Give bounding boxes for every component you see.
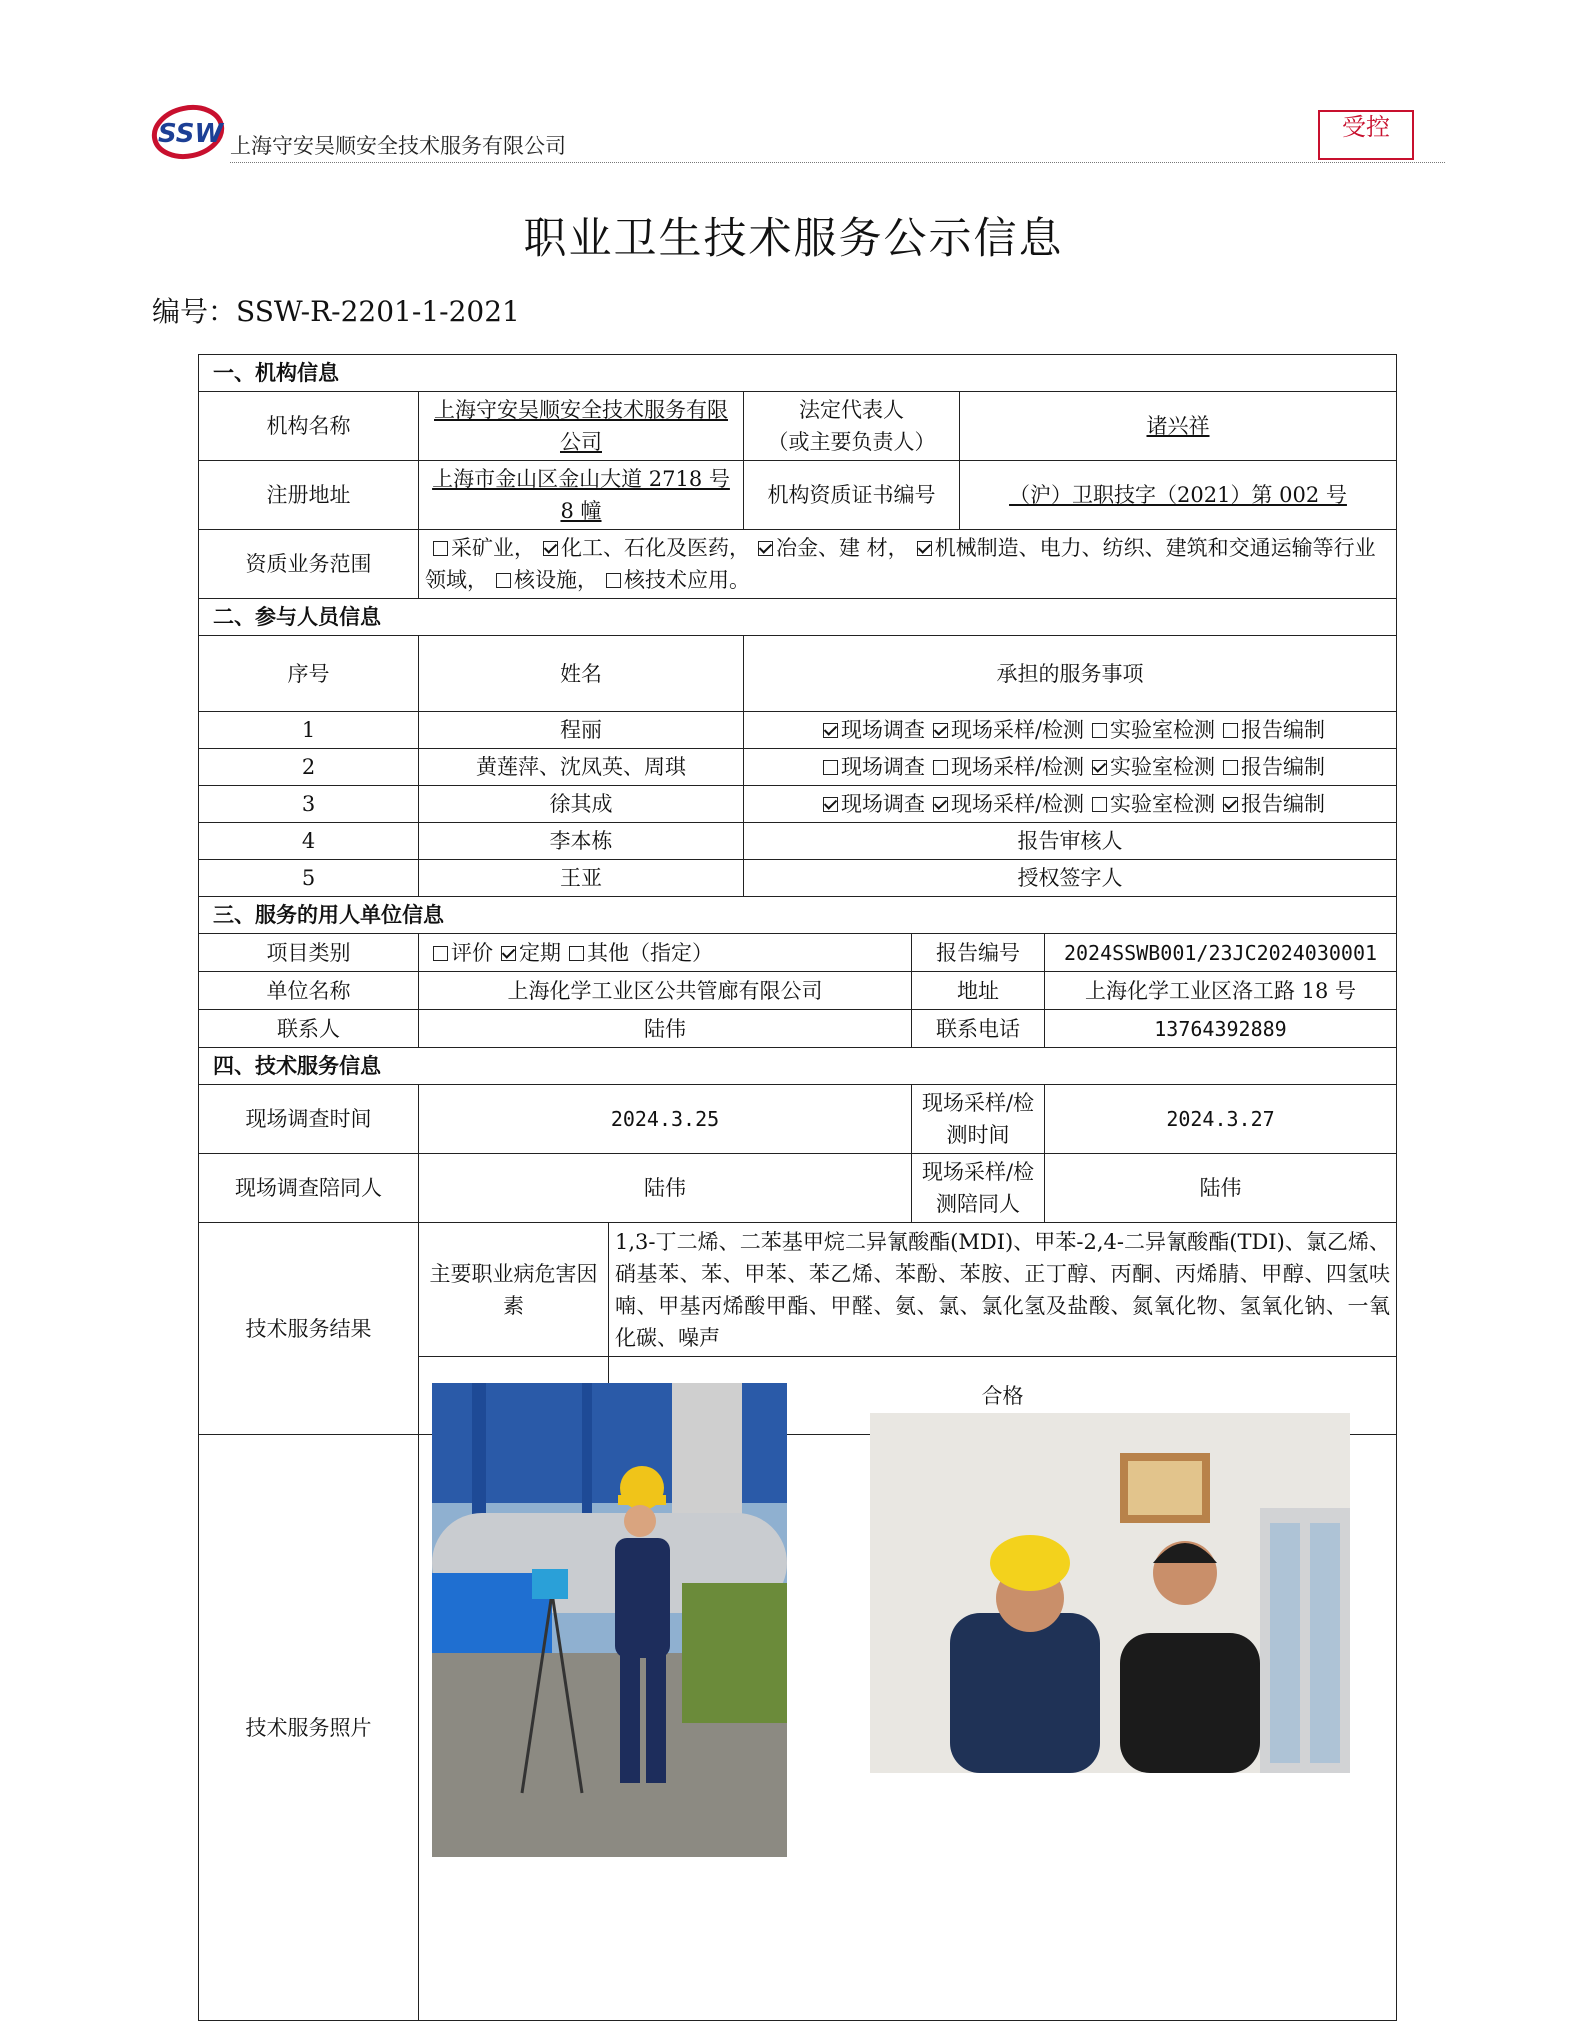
checked-box-icon	[758, 541, 773, 556]
row-number: 4	[199, 823, 419, 860]
org-name: 上海守安吴顺安全技术服务有限公司	[419, 392, 744, 461]
header-divider	[230, 162, 1445, 163]
unchecked-box-icon	[606, 573, 621, 588]
task-label: 现场调查	[840, 792, 925, 816]
person-name: 程丽	[419, 712, 744, 749]
rep-label: 法定代表人 （或主要负责人）	[744, 392, 960, 461]
company-name: 上海守安吴顺安全技术服务有限公司	[230, 134, 566, 158]
section-service: 四、技术服务信息	[199, 1048, 1397, 1085]
page-header	[150, 98, 1445, 164]
task-label: 报告编制	[1241, 718, 1326, 742]
checked-box-icon	[501, 946, 516, 961]
unit-name: 上海化学工业区公共管廊有限公司	[419, 972, 912, 1010]
contact-name: 陆伟	[419, 1010, 912, 1048]
survey-time: 2024.3.25	[419, 1085, 912, 1154]
scope-item: 采矿业，	[451, 536, 535, 560]
section-client: 三、服务的用人单位信息	[199, 897, 1397, 934]
unchecked-box-icon	[1223, 723, 1238, 738]
scope-item: 核技术应用。	[624, 568, 750, 592]
checked-box-icon	[917, 541, 932, 556]
document-number: 编号：SSW-R-2201-1-2021	[152, 295, 520, 328]
unchecked-box-icon	[433, 946, 448, 961]
sample-escort-label: 现场采样/检测陪同人	[912, 1154, 1045, 1223]
project-type	[419, 934, 912, 972]
unchecked-box-icon	[1092, 797, 1107, 812]
personnel-row	[199, 749, 1397, 786]
sampling-photo	[432, 1383, 787, 1857]
checked-box-icon	[823, 797, 838, 812]
detect-result: 合格	[609, 1357, 1397, 1435]
contact-label: 联系人	[199, 1010, 419, 1048]
controlled-stamp: 受控	[1318, 110, 1414, 160]
cert-label: 机构资质证书编号	[744, 461, 960, 530]
type-option: 定期	[519, 940, 561, 965]
checked-box-icon	[1223, 797, 1238, 812]
cert-number: （沪）卫职技字（2021）第 002 号	[960, 461, 1397, 530]
task-label: 实验室检测	[1110, 792, 1216, 816]
row-number: 3	[199, 786, 419, 823]
person-name: 王亚	[419, 860, 744, 897]
person-name: 徐其成	[419, 786, 744, 823]
scope-item: 化工、石化及医药，	[561, 536, 750, 560]
task-label: 现场调查	[840, 718, 925, 742]
report-label: 报告编号	[912, 934, 1045, 972]
address-label: 注册地址	[199, 461, 419, 530]
svg-text:SSW: SSW	[158, 119, 224, 149]
person-name: 李本栋	[419, 823, 744, 860]
scope-item: 核设施，	[514, 568, 598, 592]
checked-box-icon	[823, 723, 838, 738]
scope-label: 资质业务范围	[199, 530, 419, 599]
org-name-label: 机构名称	[199, 392, 419, 461]
person-name: 黄莲萍、沈凤英、周琪	[419, 749, 744, 786]
task-label: 报告编制	[1241, 755, 1326, 779]
checked-box-icon	[1092, 760, 1107, 775]
unchecked-box-icon	[433, 541, 448, 556]
personnel-row	[199, 786, 1397, 823]
task-label: 现场采样/检测	[950, 755, 1085, 779]
hazards-label: 主要职业病危害因素	[419, 1223, 609, 1357]
photos-label: 技术服务照片	[199, 1435, 419, 2021]
checked-box-icon	[933, 723, 948, 738]
org-address: 上海市金山区金山大道 2718 号 8 幢	[419, 461, 744, 530]
personnel-row	[199, 823, 1397, 860]
org-rep: 诸兴祥	[960, 392, 1397, 461]
col-no-header: 序号	[199, 636, 419, 712]
section-org: 一、机构信息	[199, 355, 1397, 392]
page-title: 职业卫生技术服务公示信息	[523, 214, 1064, 264]
service-tasks: 授权签字人	[744, 860, 1397, 897]
scope-item: 冶金、建 材，	[776, 536, 909, 560]
service-tasks	[744, 786, 1397, 823]
task-label: 实验室检测	[1110, 755, 1216, 779]
task-label: 现场调查	[840, 755, 925, 779]
type-label: 项目类别	[199, 934, 419, 972]
result-label: 技术服务结果	[199, 1223, 419, 1435]
section-personnel: 二、参与人员信息	[199, 599, 1397, 636]
service-tasks	[744, 749, 1397, 786]
unchecked-box-icon	[496, 573, 511, 588]
service-tasks: 报告审核人	[744, 823, 1397, 860]
col-task-header: 承担的服务事项	[744, 636, 1397, 712]
survey-escort: 陆伟	[419, 1154, 912, 1223]
scope-list	[419, 530, 1397, 599]
sample-time: 2024.3.27	[1045, 1085, 1397, 1154]
service-tasks	[744, 712, 1397, 749]
unchecked-box-icon	[933, 760, 948, 775]
personnel-row	[199, 712, 1397, 749]
checked-box-icon	[933, 797, 948, 812]
unchecked-box-icon	[1223, 760, 1238, 775]
row-number: 5	[199, 860, 419, 897]
hazards-list: 1,3-丁二烯、二苯基甲烷二异氰酸酯(MDI)、甲苯-2,4-二异氰酸酯(TDI)、氯乙烯、硝基苯、苯、甲苯、苯乙烯、苯酚、苯胺、正丁醇、丙酮、丙烯腈、甲醇、四氢呋喃、甲基丙烯酸甲酯、甲醛、氨、氯、氯化氢及盐酸、氮氧化物、氢氧化钠、一氧化碳、噪声	[609, 1223, 1397, 1357]
task-label: 报告编制	[1241, 792, 1326, 816]
col-name-header: 姓名	[419, 636, 744, 712]
unit-label: 单位名称	[199, 972, 419, 1010]
survey-escort-label: 现场调查陪同人	[199, 1154, 419, 1223]
unchecked-box-icon	[1092, 723, 1107, 738]
task-label: 现场采样/检测	[950, 792, 1085, 816]
task-label: 现场采样/检测	[950, 718, 1085, 742]
team-photo	[870, 1413, 1350, 1773]
unit-address: 上海化学工业区洛工路 18 号	[1045, 972, 1397, 1010]
unchecked-box-icon	[569, 946, 584, 961]
addr-label: 地址	[912, 972, 1045, 1010]
type-option: 评价	[451, 940, 493, 965]
row-number: 2	[199, 749, 419, 786]
phone-label: 联系电话	[912, 1010, 1045, 1048]
report-number: 2024SSWB001/23JC2024030001	[1045, 934, 1397, 972]
survey-time-label: 现场调查时间	[199, 1085, 419, 1154]
sample-escort: 陆伟	[1045, 1154, 1397, 1223]
personnel-row	[199, 860, 1397, 897]
ssw-logo	[150, 98, 230, 160]
scope-item: 机械制造、电力、纺织、建筑和交通运输等行业领域，	[425, 536, 1376, 592]
checked-box-icon	[543, 541, 558, 556]
unchecked-box-icon	[823, 760, 838, 775]
sample-time-label: 现场采样/检测时间	[912, 1085, 1045, 1154]
contact-phone: 13764392889	[1045, 1010, 1397, 1048]
task-label: 实验室检测	[1110, 718, 1216, 742]
type-option: 其他（指定）	[587, 940, 713, 965]
row-number: 1	[199, 712, 419, 749]
